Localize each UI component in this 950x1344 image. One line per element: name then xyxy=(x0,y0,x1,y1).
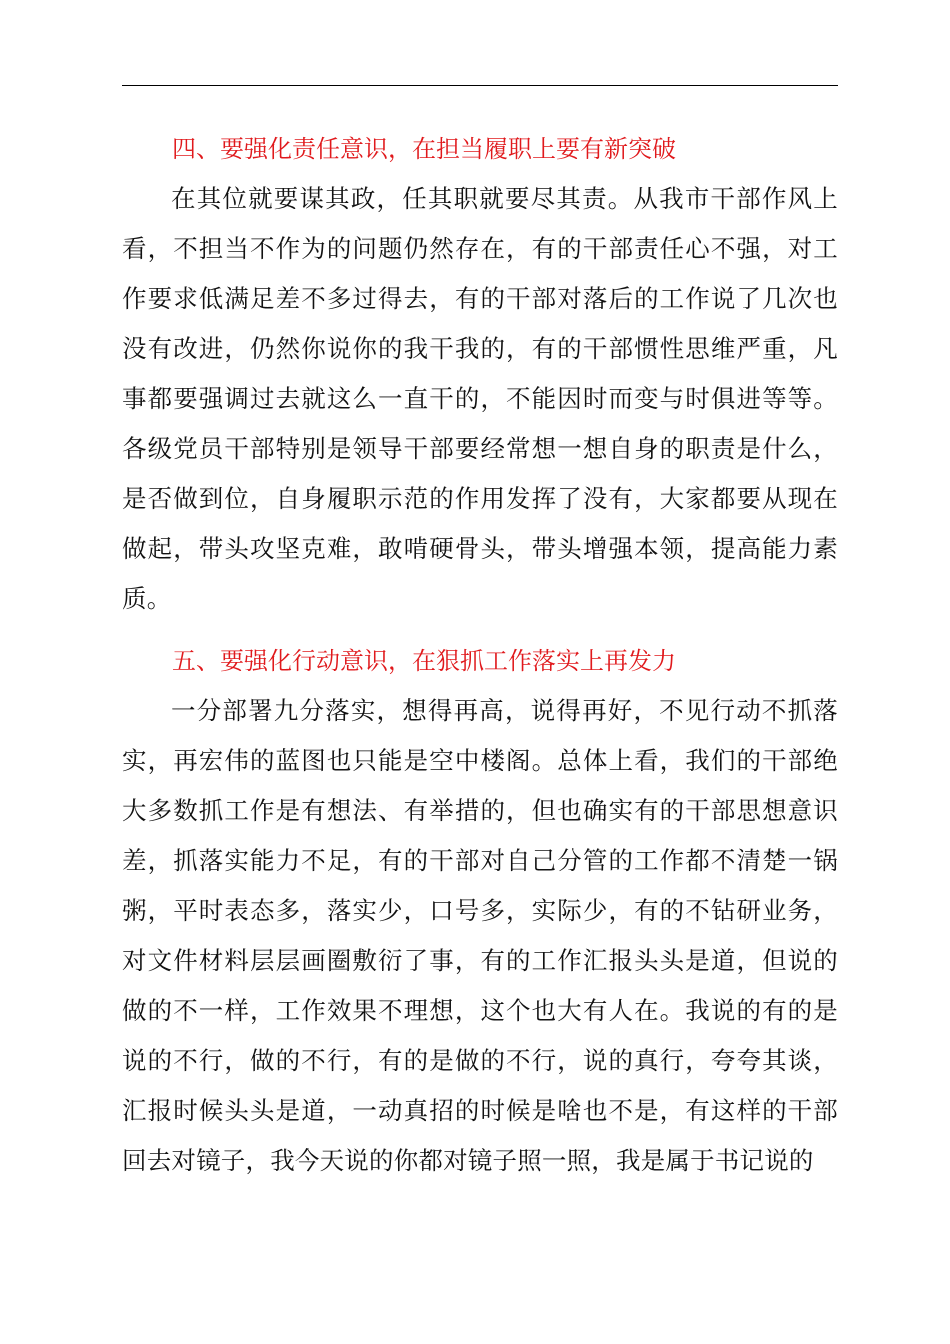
section-heading-5: 五、要强化行动意识，在狠抓工作落实上再发力 xyxy=(172,647,676,675)
section-gap xyxy=(122,624,838,636)
section-paragraph-4: 在其位就要谋其政，任其职就要尽其责。从我市干部作风上看，不担当不作为的问题仍然存在，有的干部责任心不强，对工作要求低满足差不多过得去，有的干部对落后的工作说了几次也没有改进，仍然你说你的我干我的，有的干部惯性思维严重，凡事都要强调过去就这么一直干的，不能因时而变与时俱进等等。各级党员干部特别是领导干部要经常想一想自身的职责是什么，是否做到位，自身履职示范的作用发挥了没有，大家都要从现在做起，带头攻坚克难，敢啃硬骨头，带头增强本领，提高能力素质。 xyxy=(122,184,838,613)
header-rule xyxy=(122,85,838,86)
section-paragraph-5: 一分部署九分落实，想得再高，说得再好，不见行动不抓落实，再宏伟的蓝图也只能是空中楼阁。总体上看，我们的干部绝大多数抓工作是有想法、有举措的，但也确实有的干部思想意识差，抓落实能力不足，有的干部对自己分管的工作都不清楚一锅粥，平时表态多，落实少，口号多，实际少，有的不钻研业务，对文件材料层层画圈敷衍了事，有的工作汇报头头是道，但说的做的不一样，工作效果不理想，这个也大有人在。我说的有的是说的不行，做的不行，有的是做的不行，说的真行，夸夸其谈，汇报时候头头是道，一动真招的时候是啥也不是，有这样的干部回去对镜子，我今天说的你都对镜子照一照，我是属于书记说的 xyxy=(122,696,838,1175)
section-heading-4: 四、要强化责任意识，在担当履职上要有新突破 xyxy=(172,135,676,163)
document-body xyxy=(122,124,838,1186)
